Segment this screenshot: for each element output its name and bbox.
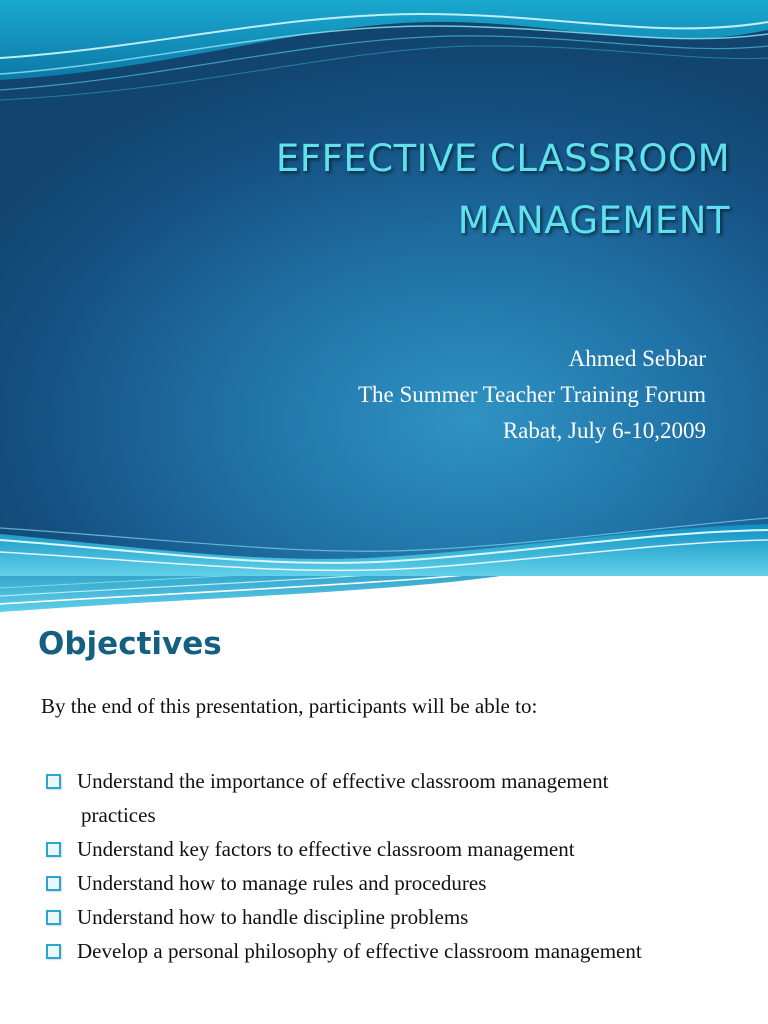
objectives-slide [0,576,768,1024]
objective-text: Understand key factors to effective classroom management [77,837,575,861]
list-item [44,764,744,832]
objectives-heading: Objectives [38,626,222,662]
subtitle-block [200,341,706,449]
event-date: Rabat, July 6-10,2009 [502,418,706,443]
bullet-icon [46,876,61,891]
objective-text: Develop a personal philosophy of effective classroom management [77,939,642,963]
objective-text: Understand the importance of effective classroom management [77,769,609,793]
bullet-icon [46,910,61,925]
intro-text: By the end of this presentation, participants will be able to: [41,694,538,718]
bullet-icon [46,842,61,857]
list-item [44,866,744,900]
bullet-icon [46,944,61,959]
bullet-icon [46,774,61,789]
slide-title: EFFECTIVE CLASSROOM MANAGEMENT [275,137,730,242]
objective-text: Understand how to manage rules and procedures [77,871,487,895]
list-item [44,832,744,866]
list-item [44,900,744,934]
objectives-list [44,764,744,968]
list-item [44,934,744,968]
objective-text-continuation: practices [81,803,156,827]
objective-text: Understand how to handle discipline problems [77,905,469,929]
event-name: The Summer Teacher Training Forum [357,382,706,407]
author-name: Ahmed Sebbar [568,346,706,371]
